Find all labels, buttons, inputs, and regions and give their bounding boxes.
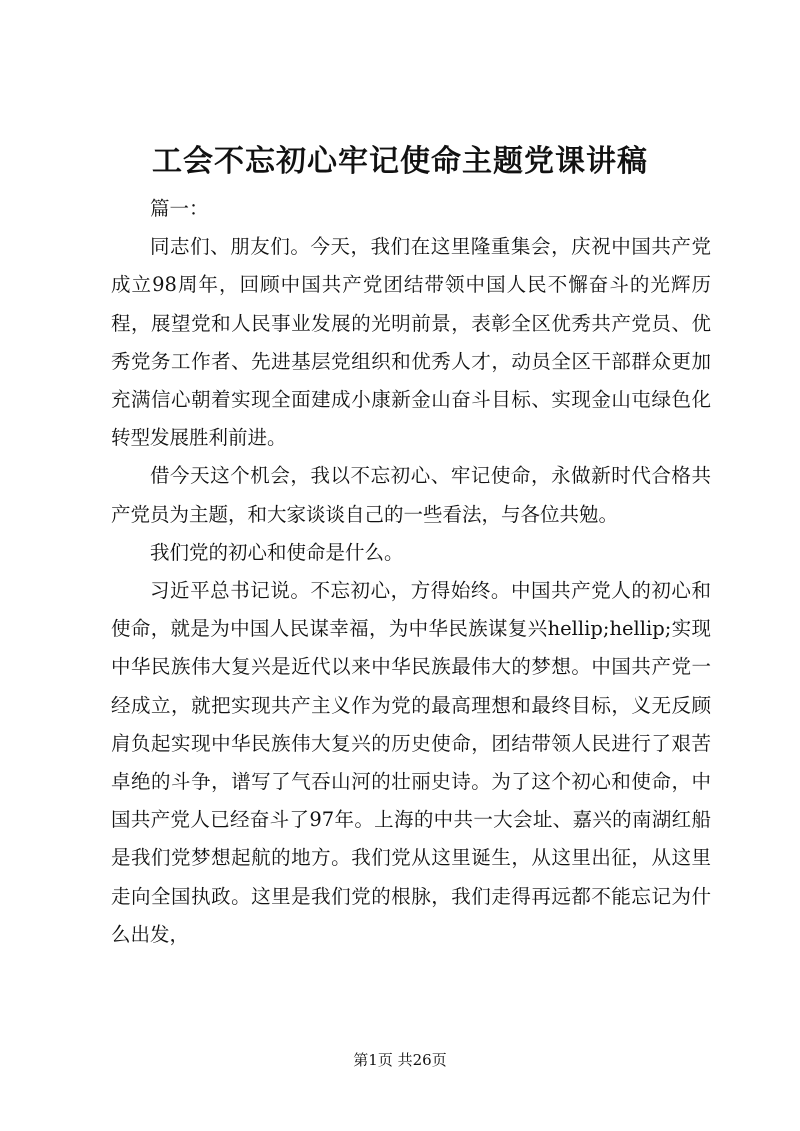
section-heading: 篇一： xyxy=(150,197,209,220)
document-body xyxy=(111,190,711,954)
document-title: 工会不忘初心牢记使命主题党课讲稿 xyxy=(152,144,648,179)
paragraph-mission: 习近平总书记说。不忘初心，方得始终。中国共产党人的初心和使命，就是为中国人民谋幸福，为中华民族谋复兴hellip;hellip;实现中华民族伟大复兴是近代以来中华民族最伟大的梦想。中国共产党一经成立，就把实现共产主义作为党的最高理想和最终目标，义无反顾肩负起实现中华民族伟大复兴的历史使命，团结带领人民进行了艰苦卓绝的斗争，谱写了气吞山河的壮丽史诗。为了这个初心和使命，中国共产党人已经奋斗了97年。上海的中共一大会址、嘉兴的南湖红船是我们党梦想起航的地方。我们党从这里诞生，从这里出征，从这里走向全国执政。这里是我们党的根脉，我们走得再远都不能忘记为什么出发， xyxy=(111,579,711,946)
paragraph-question: 我们党的初心和使命是什么。 xyxy=(150,540,404,564)
page-number-footer: 第1页 共26页 xyxy=(353,1051,447,1069)
paragraph-theme: 借今天这个机会，我以不忘初心、牢记使命，永做新时代合格共产党员为主题，和大家谈谈自己的一些看法，与各位共勉。 xyxy=(111,464,711,526)
paragraph-greeting: 同志们、朋友们。今天，我们在这里隆重集会，庆祝中国共产党成立98周年，回顾中国共产党团结带领中国人民不懈奋斗的光辉历程，展望党和人民事业发展的光明前景，表彰全区优秀共产党员、优秀党务工作者、先进基层党组织和优秀人才，动员全区干部群众更加充满信心朝着实现全面建成小康新金山奋斗目标、实现金山屯绿色化转型发展胜利前进。 xyxy=(111,235,711,450)
